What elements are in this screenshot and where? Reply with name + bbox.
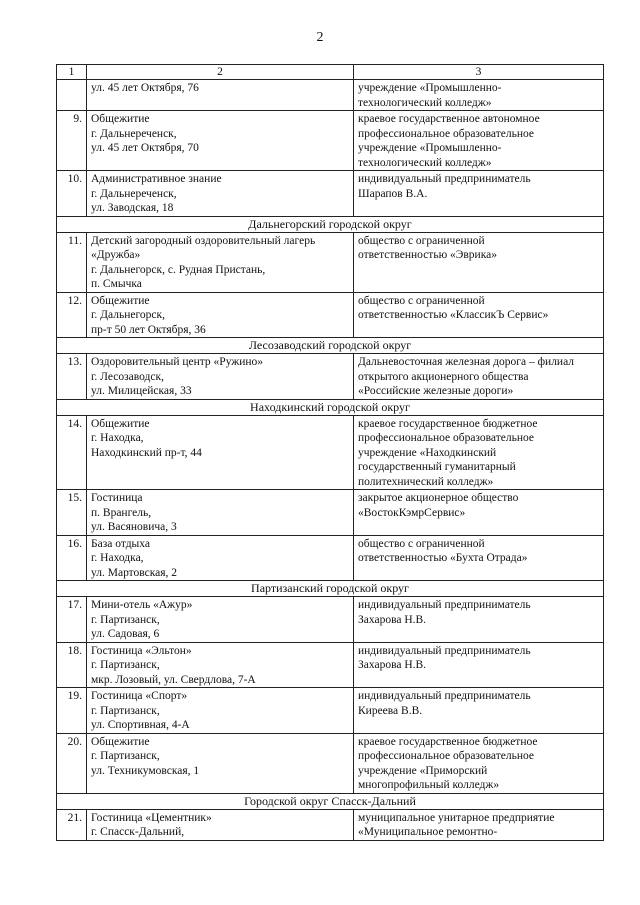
organization-cell	[354, 415, 604, 490]
organization-cell	[354, 111, 604, 171]
organization-line: учреждение «Промышленно-	[358, 142, 502, 154]
organization-cell	[354, 80, 604, 111]
row-number: 15.	[57, 490, 87, 536]
table-row	[57, 80, 604, 111]
section-title: Дальнегорский городской округ	[57, 216, 604, 232]
table-row	[57, 171, 604, 217]
row-number: 18.	[57, 642, 87, 688]
facility-address-cell	[87, 232, 354, 292]
address-line: ул. Заводская, 18	[91, 202, 174, 214]
organization-cell	[354, 809, 604, 840]
organization-cell	[354, 232, 604, 292]
organization-line: учреждение «Находкинский	[358, 446, 497, 459]
row-number: 11.	[57, 232, 87, 292]
facility-address-cell	[87, 809, 354, 840]
organization-line: профессиональное образовательное	[358, 127, 535, 140]
address-line: ул. Мартовская, 2	[91, 566, 178, 579]
address-line: г. Дальнереченск,	[91, 127, 177, 140]
address-line: Находкинский пр-т, 44	[91, 446, 202, 459]
organization-line: общество с ограниченной	[358, 234, 485, 247]
address-line: Административное знание	[91, 173, 222, 185]
header-cell: 2	[87, 65, 354, 80]
row-number: 9.	[57, 111, 87, 171]
organization-line: краевое государственное автономное	[358, 113, 540, 125]
table-row	[57, 733, 604, 793]
address-line: мкр. Лозовый, ул. Свердлова, 7-А	[91, 673, 256, 686]
table-row	[57, 232, 604, 292]
row-number: 10.	[57, 171, 87, 217]
organization-line: государственный гуманитарный	[358, 461, 516, 473]
organization-line: «ВостокКэмрСервис»	[358, 506, 466, 519]
organization-cell	[354, 490, 604, 536]
organization-cell	[354, 171, 604, 217]
organization-line: технологический колледж»	[358, 156, 492, 169]
facility-address-cell	[87, 415, 354, 490]
organization-line: открытого акционерного общества	[358, 370, 529, 383]
organization-line: общество с ограниченной	[358, 537, 485, 550]
header-cell: 1	[57, 65, 87, 80]
organization-line: Захарова Н.В.	[358, 613, 427, 626]
organization-cell	[354, 354, 604, 400]
facility-address-cell	[87, 354, 354, 400]
address-line: г. Партизанск,	[91, 750, 160, 762]
organization-line: общество с ограниченной	[358, 294, 485, 307]
organization-line: технологический колледж»	[358, 96, 492, 109]
address-line: ул. 45 лет Октября, 76	[91, 82, 199, 94]
address-line: ул. 45 лет Октября, 70	[91, 142, 199, 154]
facility-address-cell	[87, 111, 354, 171]
table-row	[57, 490, 604, 536]
table-row	[57, 642, 604, 688]
facility-address-cell	[87, 80, 354, 111]
address-line: г. Находка,	[91, 552, 144, 564]
table-row	[57, 597, 604, 643]
address-line: г. Спасск-Дальний,	[91, 826, 185, 838]
row-number: 20.	[57, 733, 87, 793]
section-title: Городской округ Спасск-Дальний	[57, 793, 604, 809]
address-line: Детский загородный оздоровительный лагерь	[91, 234, 316, 247]
address-line: Мини-отель «Ажур»	[91, 599, 193, 611]
address-line: г. Партизанск,	[91, 704, 160, 717]
address-line: ул. Спортивная, 4-А	[91, 719, 190, 731]
organization-line: ответственностью «КлассикЪ Сервис»	[358, 309, 549, 321]
organization-line: индивидуальный предприниматель	[358, 173, 531, 185]
facility-address-cell	[87, 535, 354, 581]
organization-line: Захарова Н.В.	[358, 659, 427, 671]
row-number: 21.	[57, 809, 87, 840]
organization-line: профессиональное образовательное	[358, 432, 535, 444]
facility-address-cell	[87, 688, 354, 734]
organization-line: учреждение «Приморский	[358, 764, 488, 777]
facilities-table	[56, 64, 604, 841]
address-line: ул. Садовая, 6	[91, 628, 160, 640]
facility-address-cell	[87, 490, 354, 536]
address-line: Гостиница «Цементник»	[91, 811, 212, 824]
row-number: 16.	[57, 535, 87, 581]
address-line: База отдыха	[91, 537, 150, 550]
organization-line: профессиональное образовательное	[358, 750, 535, 762]
organization-line: муниципальное унитарное предприятие	[358, 811, 555, 824]
address-line: Гостиница	[91, 492, 143, 504]
header-cell: 3	[354, 65, 604, 80]
row-number: 17.	[57, 597, 87, 643]
organization-line: политехнический колледж»	[358, 475, 494, 488]
address-line: г. Дальнегорск,	[91, 309, 165, 321]
table-row	[57, 688, 604, 734]
table-row	[57, 354, 604, 400]
address-line: ул. Милицейская, 33	[91, 385, 192, 397]
address-line: п. Врангель,	[91, 506, 152, 519]
organization-line: краевое государственное бюджетное	[358, 417, 538, 430]
organization-line: учреждение «Промышленно-	[358, 82, 502, 94]
organization-cell	[354, 688, 604, 734]
organization-line: индивидуальный предприниматель	[358, 690, 531, 702]
organization-line: индивидуальный предприниматель	[358, 599, 531, 611]
address-line: г. Дальнегорск, с. Рудная Пристань,	[91, 263, 266, 276]
organization-line: «Российские железные дороги»	[358, 385, 514, 397]
organization-cell	[354, 292, 604, 338]
organization-line: закрытое акционерное общество	[358, 492, 519, 504]
address-line: пр-т 50 лет Октября, 36	[91, 323, 206, 336]
address-line: г. Лесозаводск,	[91, 370, 164, 383]
section-title: Находкинский городской округ	[57, 399, 604, 415]
address-line: «Дружба»	[91, 249, 141, 261]
organization-line: Дальневосточная железная дорога – филиал	[358, 356, 575, 368]
address-line: г. Партизанск,	[91, 613, 160, 626]
address-line: Общежитие	[91, 294, 150, 307]
address-line: ул. Техникумовская, 1	[91, 764, 200, 777]
section-row	[57, 216, 604, 232]
address-line: ул. Васяновича, 3	[91, 521, 177, 533]
table-row	[57, 415, 604, 490]
section-title: Лесозаводский городской округ	[57, 338, 604, 354]
table-row	[57, 111, 604, 171]
organization-cell	[354, 733, 604, 793]
section-title: Партизанский городской округ	[57, 581, 604, 597]
organization-line: Шарапов В.А.	[358, 187, 428, 200]
address-line: Общежитие	[91, 735, 150, 748]
table-row	[57, 535, 604, 581]
page-number: 2	[316, 30, 324, 45]
address-line: г. Дальнереченск,	[91, 187, 177, 200]
row-number: 14.	[57, 415, 87, 490]
row-number	[57, 80, 87, 111]
organization-line: индивидуальный предприниматель	[358, 644, 531, 657]
address-line: Общежитие	[91, 417, 150, 430]
table-header-row	[57, 65, 604, 80]
organization-line: многопрофильный колледж»	[358, 779, 500, 791]
section-row	[57, 399, 604, 415]
row-number: 19.	[57, 688, 87, 734]
organization-line: ответственностью «Эврика»	[358, 249, 497, 261]
facility-address-cell	[87, 642, 354, 688]
facility-address-cell	[87, 597, 354, 643]
address-line: г. Находка,	[91, 432, 144, 444]
facility-address-cell	[87, 292, 354, 338]
row-number: 12.	[57, 292, 87, 338]
address-line: Гостиница «Эльтон»	[91, 644, 192, 657]
section-row	[57, 793, 604, 809]
address-line: Гостиница «Спорт»	[91, 690, 188, 702]
address-line: п. Смычка	[91, 278, 142, 290]
address-line: Оздоровительный центр «Ружино»	[91, 356, 264, 368]
address-line: Общежитие	[91, 113, 150, 125]
organization-line: краевое государственное бюджетное	[358, 735, 538, 748]
table-row	[57, 809, 604, 840]
organization-line: «Муниципальное ремонтно-	[358, 826, 498, 838]
organization-cell	[354, 597, 604, 643]
organization-line: Киреева В.В.	[358, 704, 423, 717]
organization-cell	[354, 642, 604, 688]
row-number: 13.	[57, 354, 87, 400]
facility-address-cell	[87, 733, 354, 793]
organization-line: ответственностью «Бухта Отрада»	[358, 552, 528, 564]
section-row	[57, 338, 604, 354]
section-row	[57, 581, 604, 597]
facility-address-cell	[87, 171, 354, 217]
organization-cell	[354, 535, 604, 581]
table-row	[57, 292, 604, 338]
address-line: г. Партизанск,	[91, 659, 160, 671]
